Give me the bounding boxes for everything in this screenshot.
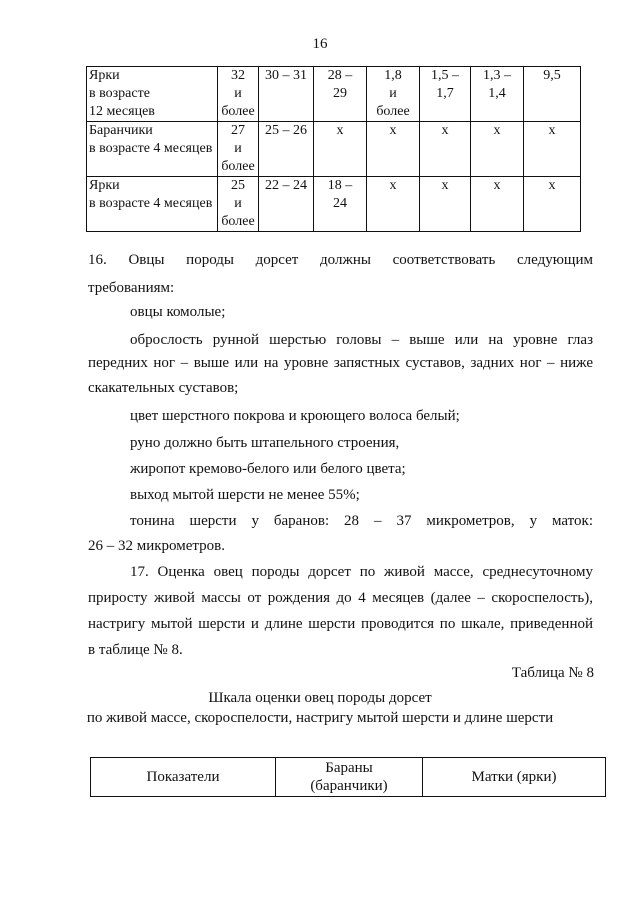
table-number-label: Таблица № 8 (511, 665, 594, 681)
paragraph-17-line4: в таблице № 8. (88, 642, 183, 658)
value-cell: 9,5 (524, 67, 581, 122)
value-cell: х (524, 177, 581, 232)
table-row (87, 122, 581, 177)
requirement-item: овцы комолые; (130, 304, 226, 320)
requirement-item-cont: 26 – 32 микрометров. (88, 538, 225, 554)
header-rams: Бараны (баранчики) (276, 758, 423, 797)
value-cell: 25 и более (218, 177, 259, 232)
paragraph-16-line1: 16. Овцы породы дорсет должны соответствовать следующим (88, 252, 593, 268)
value-cell: 32 и более (218, 67, 259, 122)
paragraph-17-line1: 17. Оценка овец породы дорсет по живой массе, среднесуточному (130, 564, 593, 580)
value-cell: 1,8 и более (367, 67, 420, 122)
page-number: 16 (312, 36, 328, 52)
requirements-table (86, 66, 581, 232)
value-cell: х (367, 177, 420, 232)
value-cell: 18 – 24 (314, 177, 367, 232)
value-cell: х (314, 122, 367, 177)
value-cell: 1,5 – 1,7 (420, 67, 471, 122)
requirement-item-cont: передних ног – выше или на уровне запястных суставов, задних ног – ниже (88, 355, 593, 371)
paragraph-16-line2: требованиям: (88, 280, 175, 296)
requirement-item: тонина шерсти у баранов: 28 – 37 микрометров, у маток: (130, 513, 593, 529)
row-label-cell: Ярки в возрасте 4 месяцев (87, 177, 218, 232)
requirement-item: жиропот кремово-белого или белого цвета; (130, 461, 406, 477)
value-cell: 27 и более (218, 122, 259, 177)
value-cell: 30 – 31 (259, 67, 314, 122)
table-caption-line1: Шкала оценки овец породы дорсет (208, 690, 432, 706)
value-cell: 25 – 26 (259, 122, 314, 177)
value-cell: 28 – 29 (314, 67, 367, 122)
paragraph-17-line3: настригу мытой шерсти и длине шерсти проводится по шкале, приведенной (88, 616, 593, 632)
value-cell: 22 – 24 (259, 177, 314, 232)
row-label-cell: Баранчики в возрасте 4 месяцев (87, 122, 218, 177)
paragraph-17-line2: приросту живой массы от рождения до 4 месяцев (далее – скороспелость), (88, 590, 593, 606)
scale-table-header (90, 757, 606, 797)
value-cell: х (471, 122, 524, 177)
requirement-item: цвет шерстного покрова и кроющего волоса белый; (130, 408, 460, 424)
requirement-item-cont: скакательных суставов; (88, 380, 239, 396)
header-ewes: Матки (ярки) (423, 758, 606, 797)
requirement-item: выход мытой шерсти не менее 55%; (130, 487, 360, 503)
value-cell: х (524, 122, 581, 177)
header-indicators: Показатели (91, 758, 276, 797)
value-cell: х (471, 177, 524, 232)
table-row (87, 177, 581, 232)
table-caption-line2: по живой массе, скороспелости, настригу мытой шерсти и длине шерсти (86, 710, 554, 726)
value-cell: 1,3 – 1,4 (471, 67, 524, 122)
table-row (87, 67, 581, 122)
requirement-item: руно должно быть штапельного строения, (130, 435, 400, 451)
value-cell: х (420, 122, 471, 177)
value-cell: х (367, 122, 420, 177)
value-cell: х (420, 177, 471, 232)
requirement-item: оброслость рунной шерстью головы – выше или на уровне глаз (130, 332, 593, 348)
row-label-cell: Ярки в возрасте 12 месяцев (87, 67, 218, 122)
